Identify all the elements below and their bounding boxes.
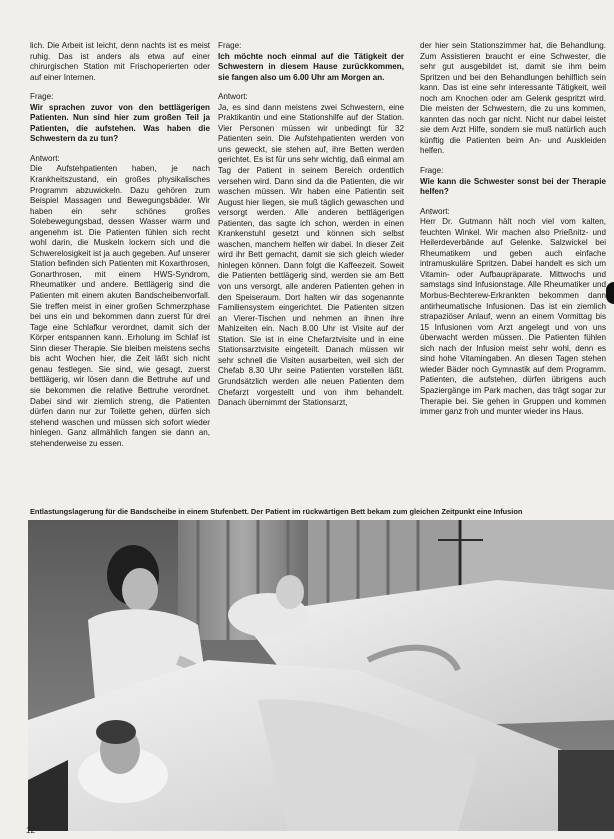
question-text: Ich möchte noch einmal auf die Tätigkeit der Schwestern in diesem Hause zurückkommen, sie fangen also um 6.00 Uhr am Morgen an.	[218, 51, 404, 82]
paragraph-intro: der hier sein Stationszimmer hat, die Behandlung. Zum Assistieren braucht er eine Schwester, die sehr gut ausgebildet ist, damit sie ihm beim Spritzen und bei den Behandlungen behilflich sein kann. Das ist eine sehr interessante Tätigkeit, weil noch am Knochen oder am Gelenk gespritzt wird. Die meisten der Schwestern, die zu uns kommen, kannten das noch gar nicht. Nicht nur dabei leistet sie dem Arzt Hilfe, sondern sie muß natürlich auch künftig die Patienten beim An- und Auskleiden helfen.	[420, 41, 606, 156]
page-edge-mark	[606, 282, 614, 304]
text-column-3	[420, 41, 606, 427]
photo-caption: Entlastungslagerung für die Bandscheibe in einem Stufenbett. Der Patient im rückwärtigen Bett bekam zum gleichen Zeitpunkt eine Infusion	[30, 507, 523, 516]
answer-label: Antwort:	[30, 153, 60, 163]
answer-text: Ja, es sind dann meistens zwei Schwestern, eine Praktikantin und eine Stationshilfe auf der Station. Vier Personen müssen wir unbedingt für 32 Patienten sein. Die Aufstehpatienten werden von uns geweckt, sie stehen auf, ihre Betten werden gerichtet. Es ist für uns sehr wichtig, daß einmal am Tag der Patient in seinem Bereich ordentlich versehen wird. Dann sind da die Patienten, die wir waschen müssen. Wir haben eine Patientin seit August hier liegen, sie muß täglich gewaschen und versorgt werden. Alle anderen bettlägerigen Patienten, das sagte ich schon, werden in einen Krankenstuhl gesetzt und können sich selbst waschen, manchem helfen wir dabei. In dieser Zeit wird ihr Bett gemacht, damit sie sich gleich wieder hinlegen können. Dann folgt die Kaffeezeit. Soweit die Patienten bettlägerig sind, werden sie am Bett von uns versorgt, alle anderen Patienten gehen in den Speiseraum. Dort halten wir das sogenannte Familiensystem eingerichtet. Die Patienten sitzen an Vierer-Tischen und nehmen an ihnen ihre Mahlzeiten ein. Nach 8.00 Uhr ist Visite auf der Station. Sie ist in eine Chefarztvisite und in eine Stationsarztvisite eingeteilt. Danach müssen wir sehr schnell die Visiten ausarbeiten, weil sich der Chefab 8.30 Uhr seine Patienten vorstellen läßt. Grundsätzlich werden alle neuen Patienten dem Chefarzt vorgestellt und von ihm behandelt. Danach übernimmt der Stationsarzt,	[218, 102, 404, 408]
answer-text: Die Aufstehpatienten haben, je nach Krankheitszustand, ein großes physikalisches Programm abzuwickeln. Dazu gehören zum Beispiel Massagen und Bewegungsbäder. Wir haben ein sehr schönes großes Solebewegungsbad, dessen Wasser warm und angenehm ist. Die Patienten fühlen sich recht wohl darin, die Muskeln lockern sich und die Schwerelosigkeit ist ja auch gegeben. Auf unserer Station befinden sich Patienten mit Koxarthrosen, Gonarthrosen, mit einem HWS-Syndrom, Rheumatiker und andere. Bettlägerig sind die Patienten mit einem akuten Bandscheibenvorfall. Sie treffen meist in einer großen Schmerzphase bei uns ein und bekommen dann zuerst für drei Tage eine Schlafkur verordnet, damit sich der Körper entspannen kann. Erholung im Schlaf ist Sinn dieser Therapie. Sie bleiben meistens sechs bis acht Wochen hier, die Zeit läßt sich nicht genau festlegen. Sie sind, wie gesagt, zuerst bettlägerig, wir lösen dann die Bettruhe auf und sie bekommen die relative Bettruhe verordnet. Dabei sind wir ziemlich streng, die Patienten dürfen dann nur zur Toilette gehen, dürfen sich stehend waschen und müssen sich sofort wieder hinlegen. Ganz allmählich fangen sie dann an, stehenderweise zu essen.	[30, 164, 210, 448]
text-column-2	[218, 41, 404, 418]
answer-text: Herr Dr. Gutmann hält noch viel vom kalten, feuchten Winkel. Wir machen also Prießnitz- und Heilerdeverbände auf Gelenke. Salzwickel bei Rheumatikern und geben auch einfache intramuskuläre Spritzen. Dabei handelt es sich um Vitamin- oder Aufbaupräparate. Mittwochs und samstags sind Infusionstage. Alle Rheumatiker und Morbus-Bechterew-Erkrankten bekommen dann antirheumatische Infusionen. Das ist ein ziemlich strapaziöser Anlauf, wenn an einem Vormittag bis 15 Infusionen vom Arzt angelegt und von uns überwacht werden müssen. Die Patienten fühlen sich nach der Infusion meist sehr wohl, denn es sind hohe Vitamingaben. An diesen Tagen stehen wieder Bäder noch Gymnastik auf dem Programm. Patienten, die aufstehen, dürfen übrigens auch Spaziergänge im Park machen, das trägt sogar zur Therapie bei. Sie gehen in Gruppen und kommen immer ganz froh und munter wieder ins Haus.	[420, 217, 606, 417]
question-label: Frage:	[420, 166, 444, 176]
question-text: Wir sprachen zuvor von den bettlägerigen Patienten. Nun sind hier zum großen Teil ja Patienten, die aufstehen. Was haben die Schwestern da zu tun?	[30, 102, 210, 144]
text-column-1	[30, 41, 210, 458]
hospital-photo	[28, 520, 614, 831]
answer-label: Antwort:	[420, 206, 450, 216]
question-text: Wie kann die Schwester sonst bei der Therapie helfen?	[420, 176, 606, 197]
photo-illustration	[28, 520, 614, 831]
answer-label: Antwort:	[218, 92, 248, 102]
paragraph-intro: lich. Die Arbeit ist leicht, denn nachts ist es meist ruhig. Das ist anders als etwa auf einer chirurgischen Station mit Frischoperierten oder auf einer Internen.	[30, 41, 210, 82]
page-number: 12	[26, 826, 35, 835]
question-label: Frage:	[30, 92, 54, 102]
question-label: Frage:	[218, 41, 242, 50]
